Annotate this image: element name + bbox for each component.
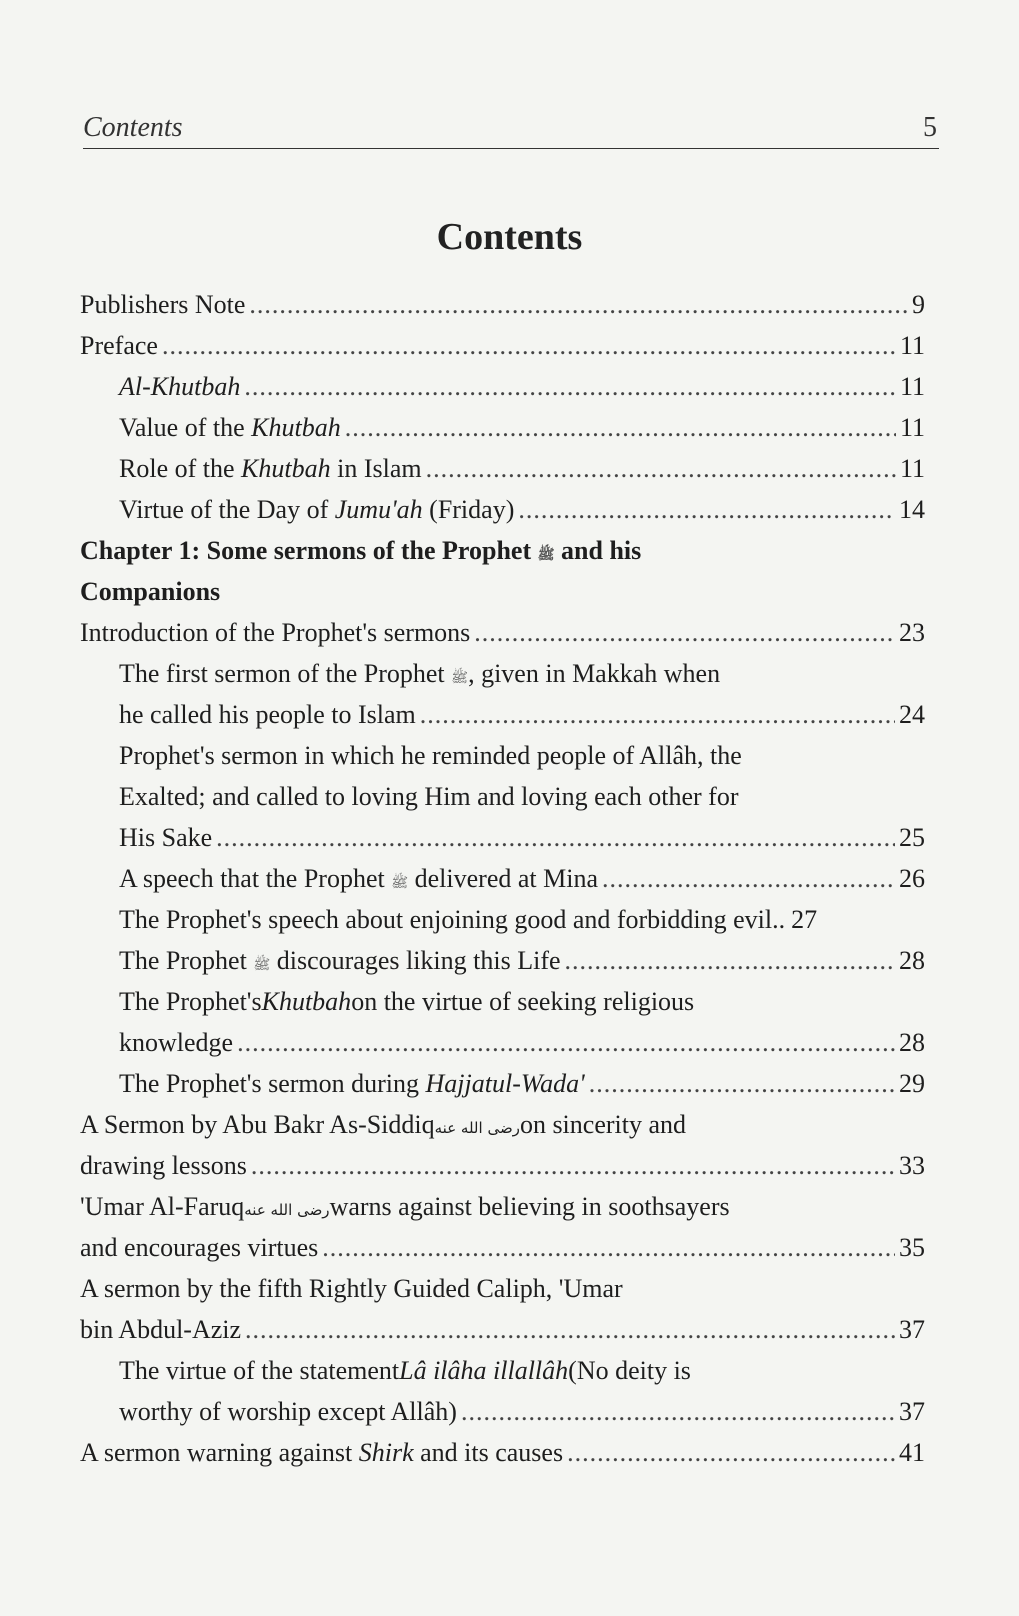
toc-page-number: 23 [899,618,925,647]
label-text: A speech that the Prophet [119,864,392,893]
dot-leader [249,285,908,325]
toc-page-number: 29 [899,1069,925,1098]
label-italic: Shirk [358,1438,414,1467]
salutation-glyph: ﷺ [253,957,271,973]
toc-entry-al-khutbah[interactable] [119,367,925,407]
label-text: The Prophet's [119,987,262,1016]
label-text: in Islam [330,454,422,483]
toc-page-number: 37 [899,1315,925,1344]
toc-entry-label: Al-Khutbah [119,372,241,401]
toc-entry-label [119,941,561,985]
toc-entry-abu-bakr-continued[interactable] [80,1146,925,1186]
label-text: Virtue of the Day of [119,495,335,524]
toc-entry-role-of-khutbah[interactable] [119,449,925,489]
toc-page-number: 37 [899,1397,925,1426]
running-head-page-number: 5 [923,112,937,143]
toc-page-number: 25 [899,823,925,852]
toc-entry-liking-life[interactable] [119,941,925,981]
label-text: , given in Makkah when [468,659,721,688]
dot-leader [237,1023,895,1063]
toc-entry-fifth-caliph-continued[interactable] [80,1310,925,1350]
toc-entry-seeking-knowledge[interactable] [119,982,694,1022]
label-text: The first sermon of the Prophet [119,659,445,688]
toc-page-number: 28 [899,1028,925,1057]
toc-page-number: 41 [899,1438,925,1467]
label-text: discourages liking this Life [270,946,561,975]
toc-page-number: 24 [899,700,925,729]
toc-entry-label: and encourages virtues [80,1233,319,1262]
toc-entry-label: drawing lessons [80,1151,247,1180]
label-text: Role of the [119,454,242,483]
toc-entry-seeking-knowledge-continued[interactable] [119,1023,925,1063]
label-text: A sermon warning against [80,1438,359,1467]
running-head-title: Contents [83,112,183,143]
label-italic: Khutbah [251,413,341,442]
dot-leader [244,367,896,407]
chapter-heading[interactable] [80,531,641,571]
dot-leader [602,859,895,899]
chapter-heading-continued [80,572,220,612]
dot-leader [589,1064,895,1104]
dot-leader [345,408,896,448]
label-text: (Friday) [422,495,515,524]
toc-entry-label [119,1064,585,1104]
toc-entry-abu-bakr[interactable] [80,1105,686,1145]
page-title: Contents [436,216,583,258]
toc-entry-label [119,859,598,903]
dot-leader [426,449,896,489]
toc-page-number: 11 [899,413,925,442]
toc-entry-la-ilaha[interactable] [119,1351,691,1391]
toc-entry-virtue-of-jumuah[interactable] [119,490,925,530]
toc-entry-reminded-sermon-line3[interactable] [119,818,925,858]
toc-entry-label: worthy of worship except Allâh) [119,1397,457,1426]
toc-entry-label [119,449,422,489]
salutation-glyph: ﷺ [391,875,409,891]
label-text: delivered at Mina [408,864,599,893]
label-text: The Prophet's sermon during [119,1069,426,1098]
label-text: on sincerity and [519,1110,687,1139]
toc-page-number: 11 [899,331,925,360]
dot-leader [322,1228,895,1268]
toc-entry-shirk[interactable] [80,1433,925,1473]
toc-entry-reminded-sermon-line2 [119,777,738,817]
toc-entry-first-sermon[interactable] [119,654,720,694]
label-text: Companions [80,577,221,606]
toc-entry-label: Publishers Note [80,290,246,319]
toc-page-number: 14 [899,495,925,524]
label-text: and his [561,536,642,565]
label-text: Value of the [119,413,252,442]
toc-entry-label: he called his people to Islam [119,700,416,729]
label-text: Chapter 1: Some sermons of the Prophet [80,536,532,565]
label-italic: Khutbah [241,454,331,483]
toc-entry-publishers-note[interactable] [80,285,925,325]
label-text: Prophet's sermon in which he reminded people of Allâh, the [119,741,742,770]
toc-page-number: 11 [899,454,925,483]
toc-page-number: 35 [899,1233,925,1262]
toc-entry-label: His Sake [119,823,213,852]
toc-entry-label: Introduction of the Prophet's sermons [80,618,471,647]
toc-page-number: 26 [899,864,925,893]
toc-entry-umar[interactable] [80,1187,730,1227]
toc-entry-introduction-sermons[interactable] [80,613,925,653]
toc-entry-label [80,1433,563,1473]
label-text: (No deity is [568,1356,691,1385]
dot-leader [420,695,895,735]
toc-page-number: 33 [899,1151,925,1180]
toc-entry-label: The Prophet's speech about enjoining good and forbidding evil.. [119,905,786,934]
toc-entry-value-of-khutbah[interactable] [119,408,925,448]
toc-entry-preface[interactable] [80,326,925,366]
arabic-honorific: رضى الله عنه [244,1201,330,1219]
label-italic: Hajjatul-Wada' [425,1069,585,1098]
dot-leader [565,941,895,981]
toc-entry-hajjatul-wada[interactable] [119,1064,925,1104]
toc-entry-label [119,408,341,448]
toc-entry-label: Preface [80,331,158,360]
toc-entry-enjoining-good[interactable] [119,900,925,940]
toc-entry-reminded-sermon[interactable] [119,736,742,776]
toc-entry-label [119,490,514,530]
label-text: on the virtue of seeking religious [351,987,695,1016]
label-italic: Jumu'ah [334,495,423,524]
toc-page-number: 27 [791,905,818,934]
toc-page-number: 9 [912,290,925,319]
label-text: The virtue of the statement [119,1356,400,1385]
toc-entry-la-ilaha-continued[interactable] [119,1392,925,1432]
salutation-glyph: ﷺ [451,670,469,686]
dot-leader [461,1392,895,1432]
running-head [83,112,939,149]
dot-leader [162,326,896,366]
dot-leader [245,1310,895,1350]
label-text: Exalted; and called to loving Him and loving each other for [119,782,739,811]
label-text: A Sermon by Abu Bakr As-Siddiq [80,1110,435,1139]
label-text: and its causes [413,1438,564,1467]
label-text: warns against believing in soothsayers [329,1192,730,1221]
label-italic: Khutbah [261,987,352,1016]
toc-entry-fifth-caliph[interactable] [80,1269,623,1309]
toc-page-number: 28 [899,946,925,975]
arabic-honorific: رضى الله عنه [434,1119,520,1137]
dot-leader [518,490,895,530]
toc-entry-label: bin Abdul-Aziz [80,1315,242,1344]
label-italic: Lâ ilâha illallâh [399,1356,569,1385]
toc-entry-speech-mina[interactable] [119,859,925,899]
dot-leader [251,1146,895,1186]
dot-leader [567,1433,895,1473]
salutation-glyph: ﷺ [537,547,555,563]
dot-leader [216,818,895,858]
label-text: 'Umar Al-Faruq [80,1192,245,1221]
toc-page-number: 11 [899,372,925,401]
toc-entry-umar-continued[interactable] [80,1228,925,1268]
label-text: The Prophet [119,946,254,975]
toc-entry-first-sermon-continued[interactable] [119,695,925,735]
toc-entry-label: knowledge [119,1028,234,1057]
dot-leader [474,613,895,653]
label-text: A sermon by the fifth Rightly Guided Caliph, 'Umar [80,1274,623,1303]
